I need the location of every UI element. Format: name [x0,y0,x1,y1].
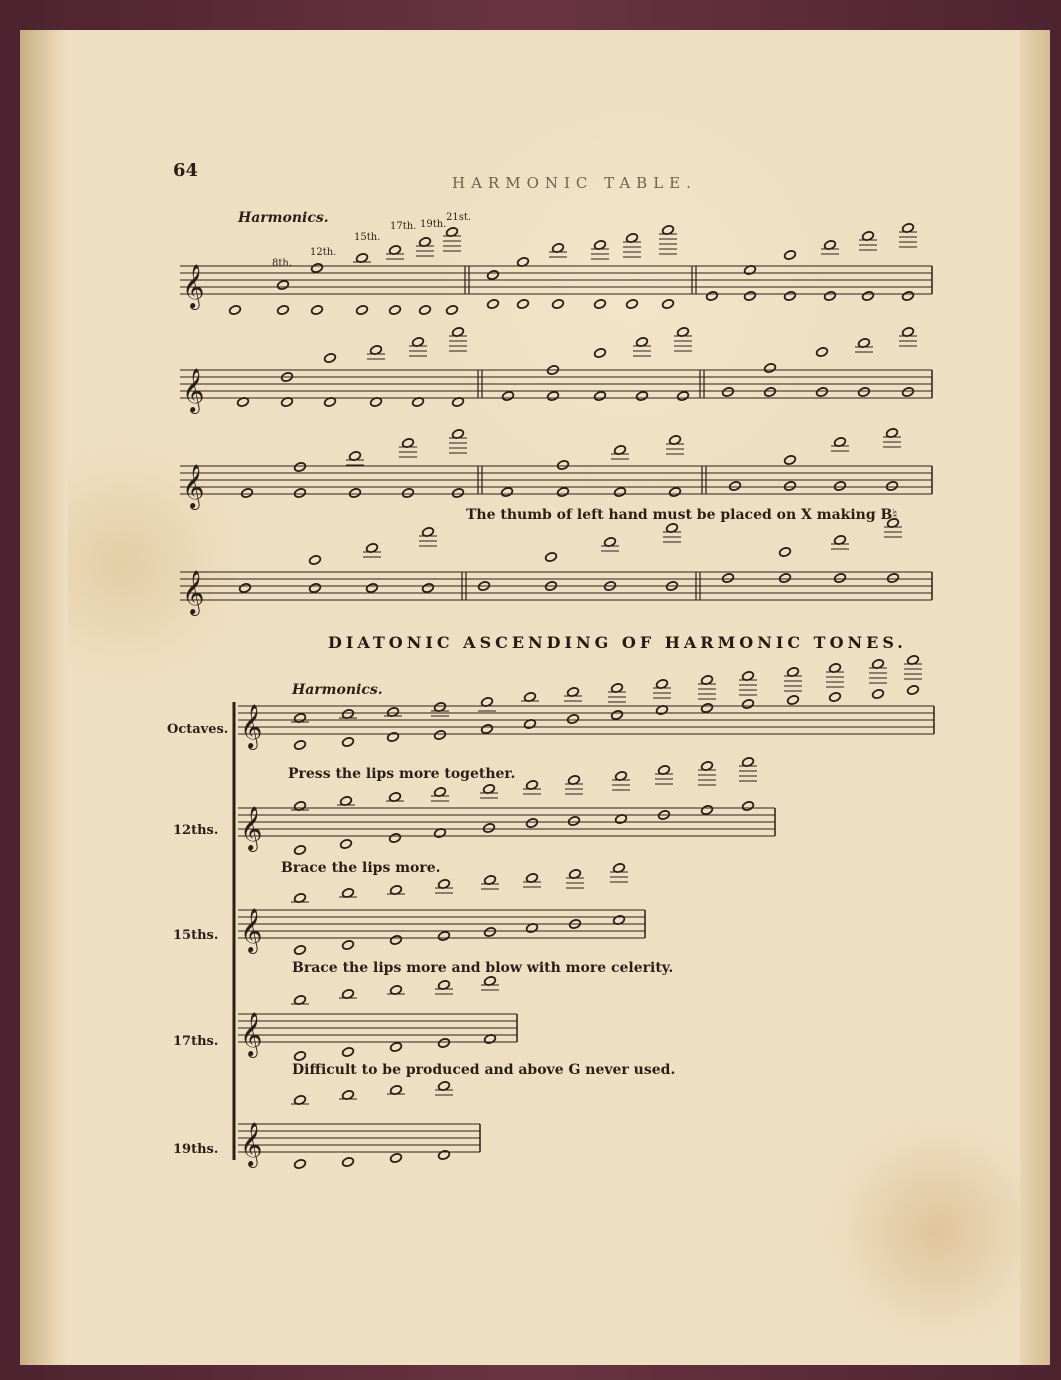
interval-label-15th: 15th. [354,232,381,243]
whole-note [294,740,307,751]
whole-note [402,488,415,499]
whole-note [311,263,324,274]
whole-note [677,391,690,402]
instruction-brace-lips: Brace the lips more. [281,860,441,876]
whole-note [568,816,581,827]
whole-note [779,547,792,558]
whole-note [594,391,607,402]
whole-note [422,583,435,594]
whole-note [764,363,777,374]
whole-note [722,573,735,584]
row-label-15ths: 15ths. [173,928,219,943]
whole-note [902,291,915,302]
whole-note [816,387,829,398]
treble-clef-icon: 𝄞 [240,1012,263,1056]
whole-note [324,353,337,364]
page-number: 64 [173,160,199,181]
whole-note [784,291,797,302]
whole-note [239,583,252,594]
whole-note [784,250,797,261]
row-label-12ths: 12ths. [173,823,219,838]
whole-note [834,573,847,584]
whole-note [389,305,402,316]
whole-note [294,488,307,499]
whole-note [829,692,842,703]
whole-note [784,455,797,466]
whole-note [886,481,899,492]
interval-label-19th: 19th. [420,219,447,230]
whole-note [834,481,847,492]
whole-note [434,730,447,741]
whole-note [669,487,682,498]
whole-note [342,737,355,748]
whole-note [626,299,639,310]
whole-note [701,703,714,714]
harmonics-label-diatonic: Harmonics. [292,682,383,698]
whole-note [545,552,558,563]
treble-clef-icon: 𝄞 [182,464,205,508]
whole-note [487,299,500,310]
whole-note [390,935,403,946]
whole-note [557,487,570,498]
whole-note [567,714,580,725]
whole-note [729,481,742,492]
whole-note [484,927,497,938]
whole-note [547,391,560,402]
whole-note [342,1157,355,1168]
whole-note [907,685,920,696]
whole-note [309,583,322,594]
row-label-17ths: 17ths. [173,1034,219,1049]
row-label-19ths: 19ths. [173,1142,219,1157]
whole-note [311,305,324,316]
interval-label-21st: 21st. [446,212,472,223]
treble-clef-icon: 𝄞 [182,264,205,308]
whole-note [552,299,565,310]
whole-note [784,481,797,492]
thumb-instruction: The thumb of left hand must be placed on X making B♮ [466,507,898,523]
whole-note [294,945,307,956]
whole-note [902,387,915,398]
whole-note [481,724,494,735]
whole-note [241,488,254,499]
whole-note [614,487,627,498]
whole-note [594,299,607,310]
whole-note [824,291,837,302]
whole-note [446,305,459,316]
whole-note [340,839,353,850]
whole-note [816,347,829,358]
row-label-octaves: Octaves. [167,722,229,737]
whole-note [742,699,755,710]
section-title: DIATONIC ASCENDING OF HARMONIC TONES. [328,633,907,652]
whole-note [636,391,649,402]
whole-note [862,291,875,302]
whole-note [366,583,379,594]
whole-note [294,1159,307,1170]
whole-note [887,573,900,584]
whole-note [390,1042,403,1053]
whole-note [349,488,362,499]
whole-note [764,387,777,398]
whole-note [526,818,539,829]
interval-label-8th: 8th. [272,258,292,269]
whole-note [706,291,719,302]
whole-note [342,940,355,951]
whole-note [438,1038,451,1049]
treble-clef-icon: 𝄞 [182,570,205,614]
interval-label-12th: 12th. [310,247,337,258]
whole-note [277,305,290,316]
treble-clef-icon: 𝄞 [240,908,263,952]
whole-note [722,387,735,398]
whole-note [389,833,402,844]
whole-note [701,805,714,816]
whole-note [438,931,451,942]
whole-note [356,305,369,316]
whole-note [611,710,624,721]
instruction-difficult: Difficult to be produced and above G never used. [292,1062,676,1078]
whole-note [594,348,607,359]
interval-label-17th: 17th. [390,221,417,232]
whole-note [229,305,242,316]
whole-note [294,845,307,856]
whole-note [742,801,755,812]
whole-note [294,1051,307,1062]
whole-note [277,280,290,291]
whole-note [342,1047,355,1058]
whole-note [390,1153,403,1164]
instruction-press-lips: Press the lips more together. [288,766,516,782]
whole-note [419,305,432,316]
whole-note [662,299,675,310]
instruction-brace-blow: Brace the lips more and blow with more celerity. [292,960,674,976]
whole-note [557,460,570,471]
whole-note [501,487,514,498]
whole-note [872,689,885,700]
whole-note [502,391,515,402]
whole-note [483,823,496,834]
whole-note [787,695,800,706]
whole-note [452,488,465,499]
treble-clef-icon: 𝄞 [240,806,263,850]
whole-note [294,462,307,473]
whole-note [438,1150,451,1161]
whole-note [858,387,871,398]
page-title: HARMONIC TABLE. [452,174,697,192]
whole-note [487,270,500,281]
treble-clef-icon: 𝄞 [240,1122,263,1166]
whole-note [309,555,322,566]
whole-note [387,732,400,743]
treble-clef-icon: 𝄞 [240,704,263,748]
harmonics-label-top: Harmonics. [238,210,329,226]
whole-note [779,573,792,584]
whole-note [517,299,530,310]
whole-note [744,291,757,302]
treble-clef-icon: 𝄞 [182,368,205,412]
